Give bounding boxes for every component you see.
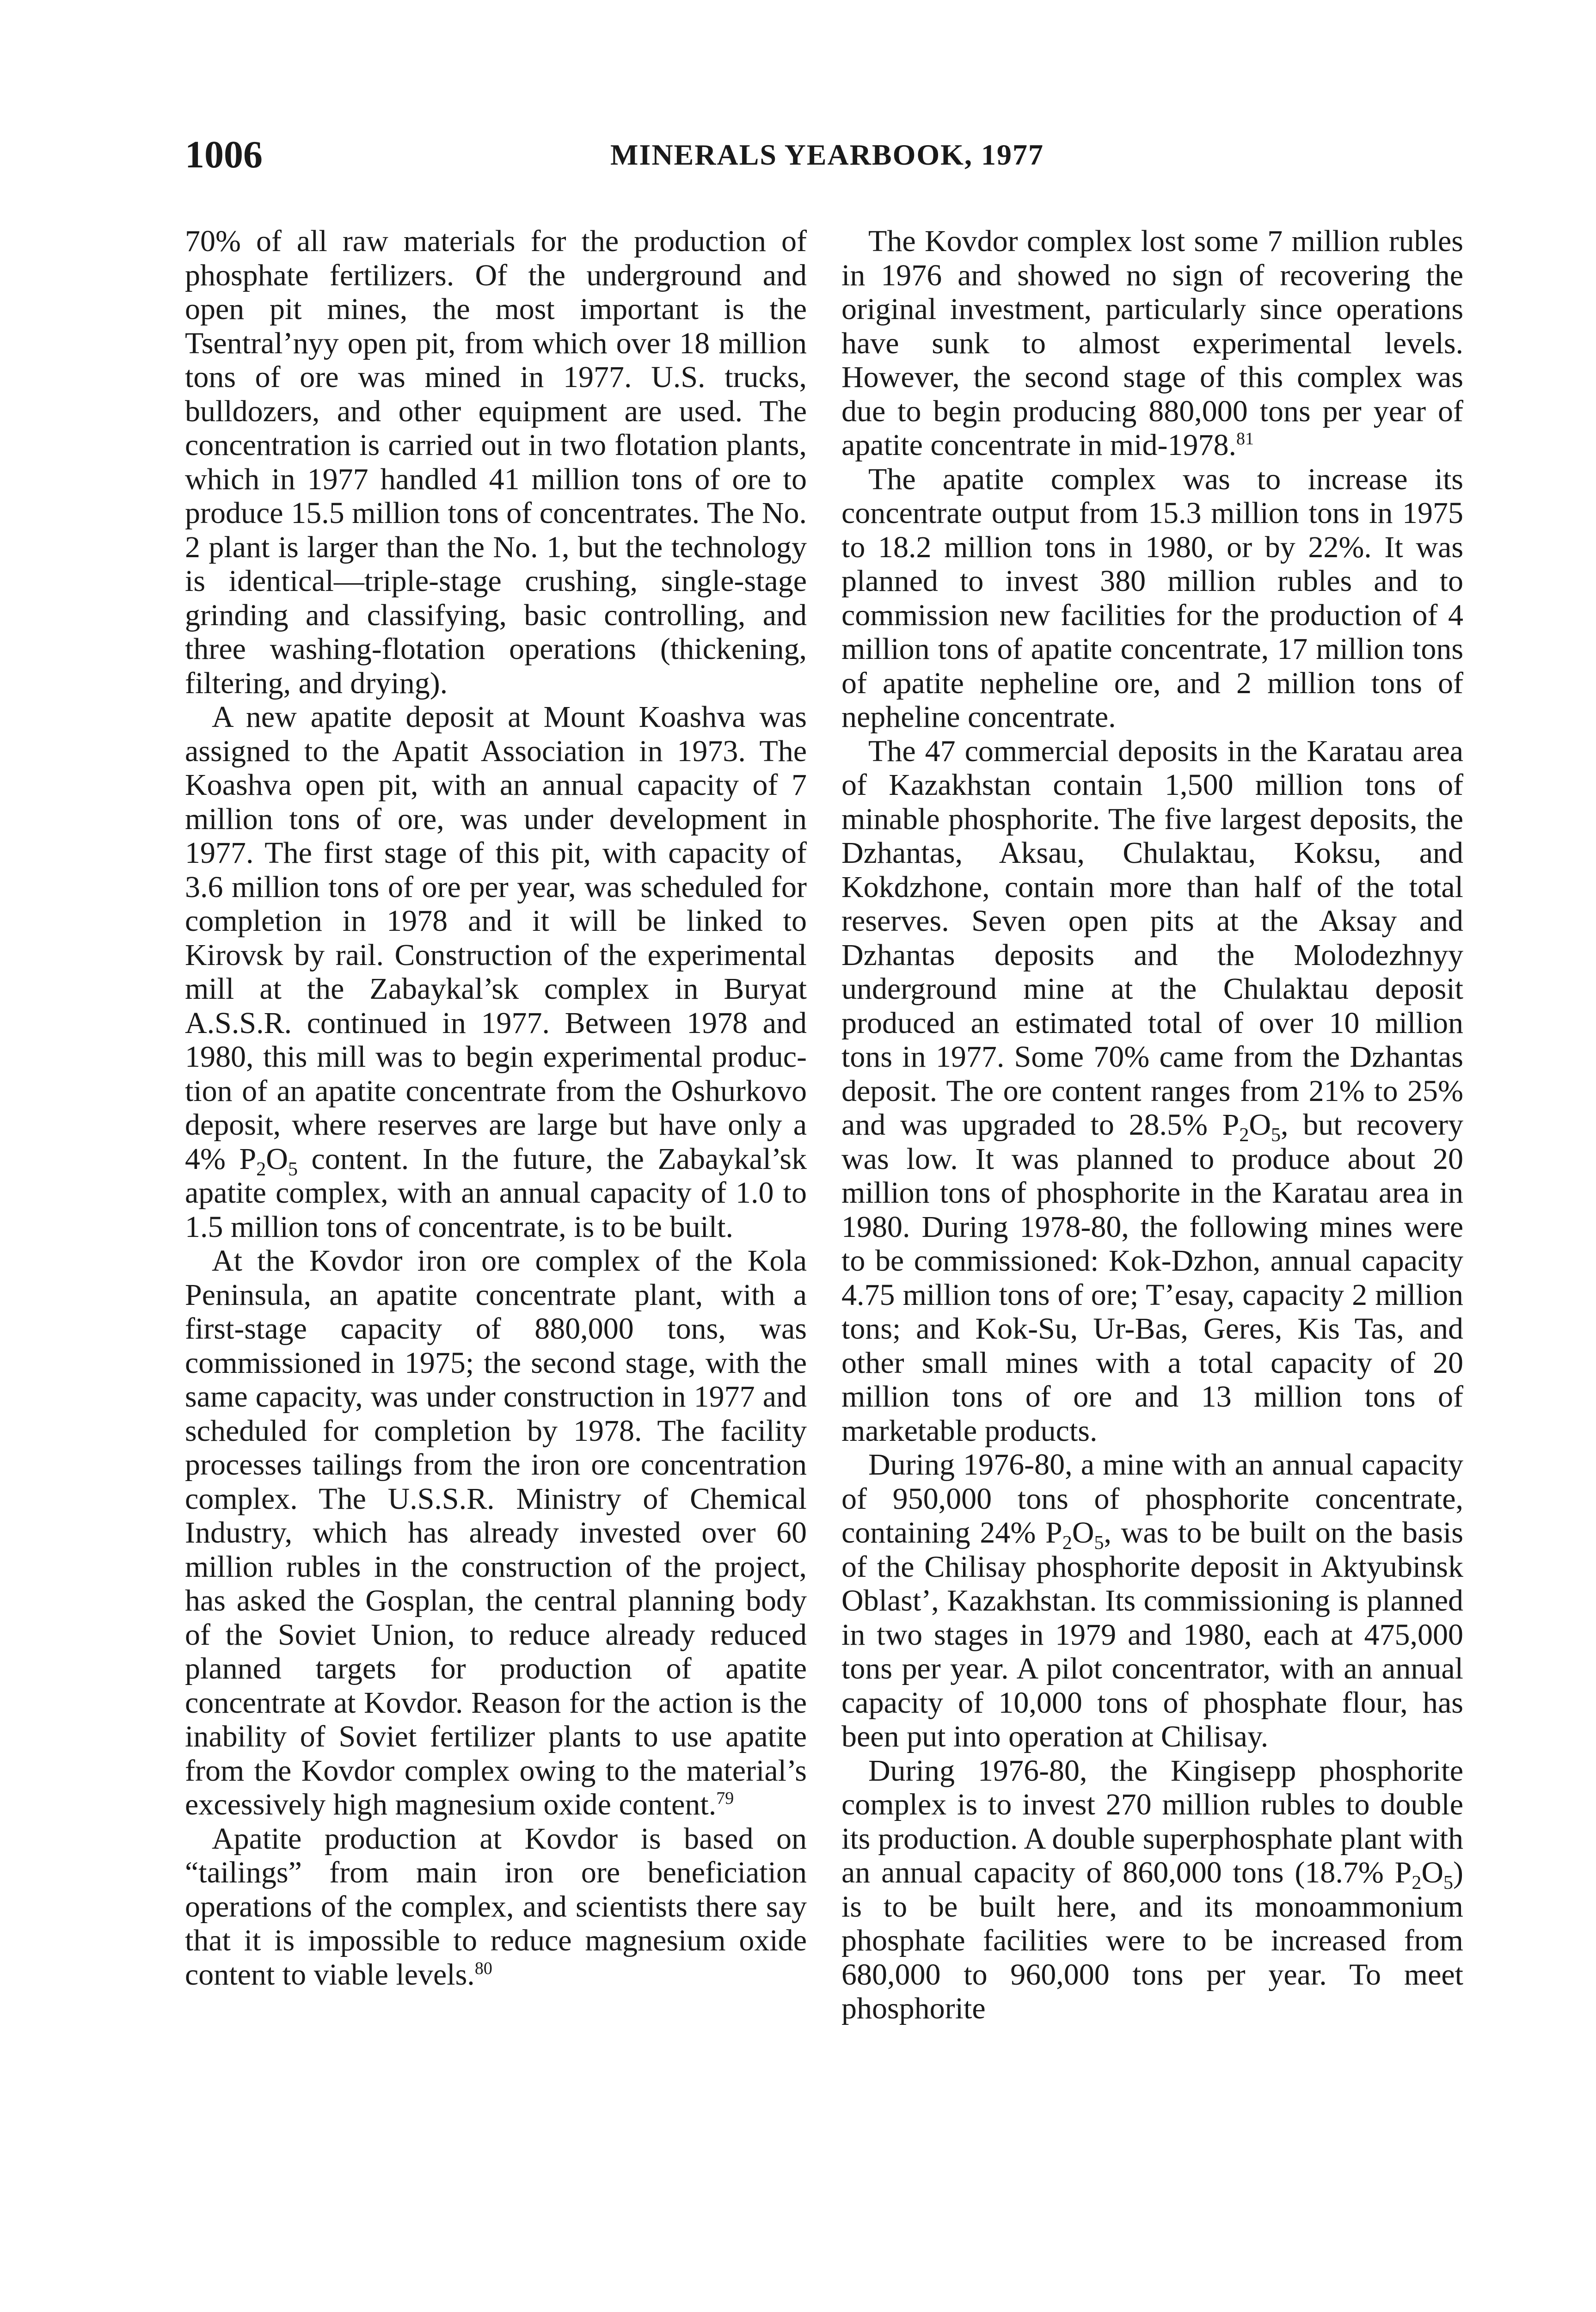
paragraph: During 1976-80, a mine with an annual capacity of 950,000 tons of phosphorite concentrate, containing 24% $P_2O_5$, was to be built on the basis of the Chilisay phosphorite deposit in Aktyubinsk Oblast’, Kazakhstan. Its commissioning is planned in two stages in 1979 and 1980, each at 475,000 tons per year. A pilot concentrator, with an annual capacity of 10,000 tons of phosphate flour, has been put into operation at Chilisay.	[841, 1448, 1463, 1753]
running-head: MINERALS YEARBOOK, 1977	[610, 138, 1044, 171]
page-header	[185, 129, 1147, 180]
right-column	[841, 224, 1463, 2282]
footnote-ref: 81	[1236, 429, 1254, 449]
paragraph: The apatite complex was to increase its concentrate output from 15.3 million tons in 1975 to 18.2 million tons in 1980, or by 22%. It was planned to invest 380 million rubles and to commission new facilities for the production of 4 million tons of apatite concentrate, 17 million tons of apatite nepheline ore, and 2 million tons of nepheline concentrate.	[841, 462, 1463, 734]
footnote-ref: 80	[474, 1958, 492, 1978]
paragraph: 70% of all raw materials for the production of phosphate fertilizers. Of the underground and open pit mines, the most important is the Tsentral’nyy open pit, from which over 18 million tons of ore was mined in 1977. U.S. trucks, bulldozers, and other equipment are used. The concentration is carried out in two flotation plants, which in 1977 handled 41 million tons of ore to produce 15.5 million tons of concentrates. The No. 2 plant is larger than the No. 1, but the technology is identical—triple-stage crushing, single-stage grinding and classifying, basic controlling, and three washing-flotation operations (thickening, filtering, and drying).	[185, 224, 807, 700]
paragraph: The 47 commercial deposits in the Karatau area of Kazakhstan contain 1,500 million tons of minable phosphorite. The five largest deposits, the Dzhantas, Aksau, Chulaktau, Koksu, and Kokdzhone, contain more than half of the total reserves. Seven open pits at the Aksay and Dzhantas deposits and the Molodezhnyy underground mine at the Chulaktau deposit produced an estimated total of over 10 million tons in 1977. Some 70% came from the Dzhantas deposit. The ore content ranges from 21% to 25% and was upgraded to 28.5% $P_2O_5$, but recovery was low. It was planned to produce about 20 million tons of phosphorite in the Karatau area in 1980. During 1978-80, the following mines were to be commissioned: Kok-Dzhon, annual capacity 4.75 million tons of ore; T’esay, capacity 2 million tons; and Kok-Su, Ur-Bas, Geres, Kis Tas, and other small mines with a total capacity of 20 million tons of ore and 13 million tons of marketable products.	[841, 734, 1463, 1448]
left-column	[185, 224, 807, 2282]
paragraph: Apatite production at Kovdor is based on “tailings” from main iron ore beneficiation operations of the complex, and scientists there say that it is impossible to reduce magnesium oxide content to viable levels.$^{80}$	[185, 1821, 807, 1992]
page-number: 1006	[185, 133, 263, 176]
paragraph: During 1976-80, the Kingisepp phosphorite complex is to invest 270 million rubles to double its production. A double superphosphate plant with an annual capacity of 860,000 tons (18.7% $P_2O_5$) is to be built here, and its monoammonium phosphate facilities were to be increased from 680,000 to 960,000 tons per year. To meet phosphorite	[841, 1753, 1463, 2025]
footnote-ref: 79	[716, 1789, 734, 1808]
paragraph: A new apatite deposit at Mount Koashva was assigned to the Apatit Association in 1973. The Koashva open pit, with an annual capacity of 7 million tons of ore, was under development in 1977. The first stage of this pit, with capacity of 3.6 million tons of ore per year, was scheduled for completion in 1978 and it will be linked to Kirovsk by rail. Construction of the experimental mill at the Zabaykal’sk complex in Buryat A.S.S.R. continued in 1977. Between 1978 and 1980, this mill was to begin experimental production of an apatite concentrate from the Oshurkovo deposit, where reserves are large but have only a 4% $P_2O_5$ content. In the future, the Zabaykal’sk apatite complex, with an annual capacity of 1.0 to 1.5 million tons of concentrate, is to be built.	[185, 700, 807, 1244]
paragraph: The Kovdor complex lost some 7 million rubles in 1976 and showed no sign of recovering the original investment, particularly since operations have sunk to almost experimental levels. However, the second stage of this complex was due to begin producing 880,000 tons per year of apatite concentrate in mid-1978.81	[841, 224, 1463, 462]
paragraph: At the Kovdor iron ore complex of the Kola Peninsula, an apatite concentrate plant, with a first-stage capacity of 880,000 tons, was commissioned in 1975; the second stage, with the same capacity, was under construction in 1977 and scheduled for completion by 1978. The facility processes tailings from the iron ore concentration complex. The U.S.S.R. Ministry of Chemical Industry, which has already invested over 60 million rubles in the construction of the project, has asked the Gosplan, the central planning body of the Soviet Union, to reduce already reduced planned targets for production of apatite concentrate at Kovdor. Reason for the action is the inability of Soviet fertilizer plants to use apatite from the Kovdor complex owing to the material’s excessively high magnesium oxide content.$^{79}$	[185, 1244, 807, 1821]
